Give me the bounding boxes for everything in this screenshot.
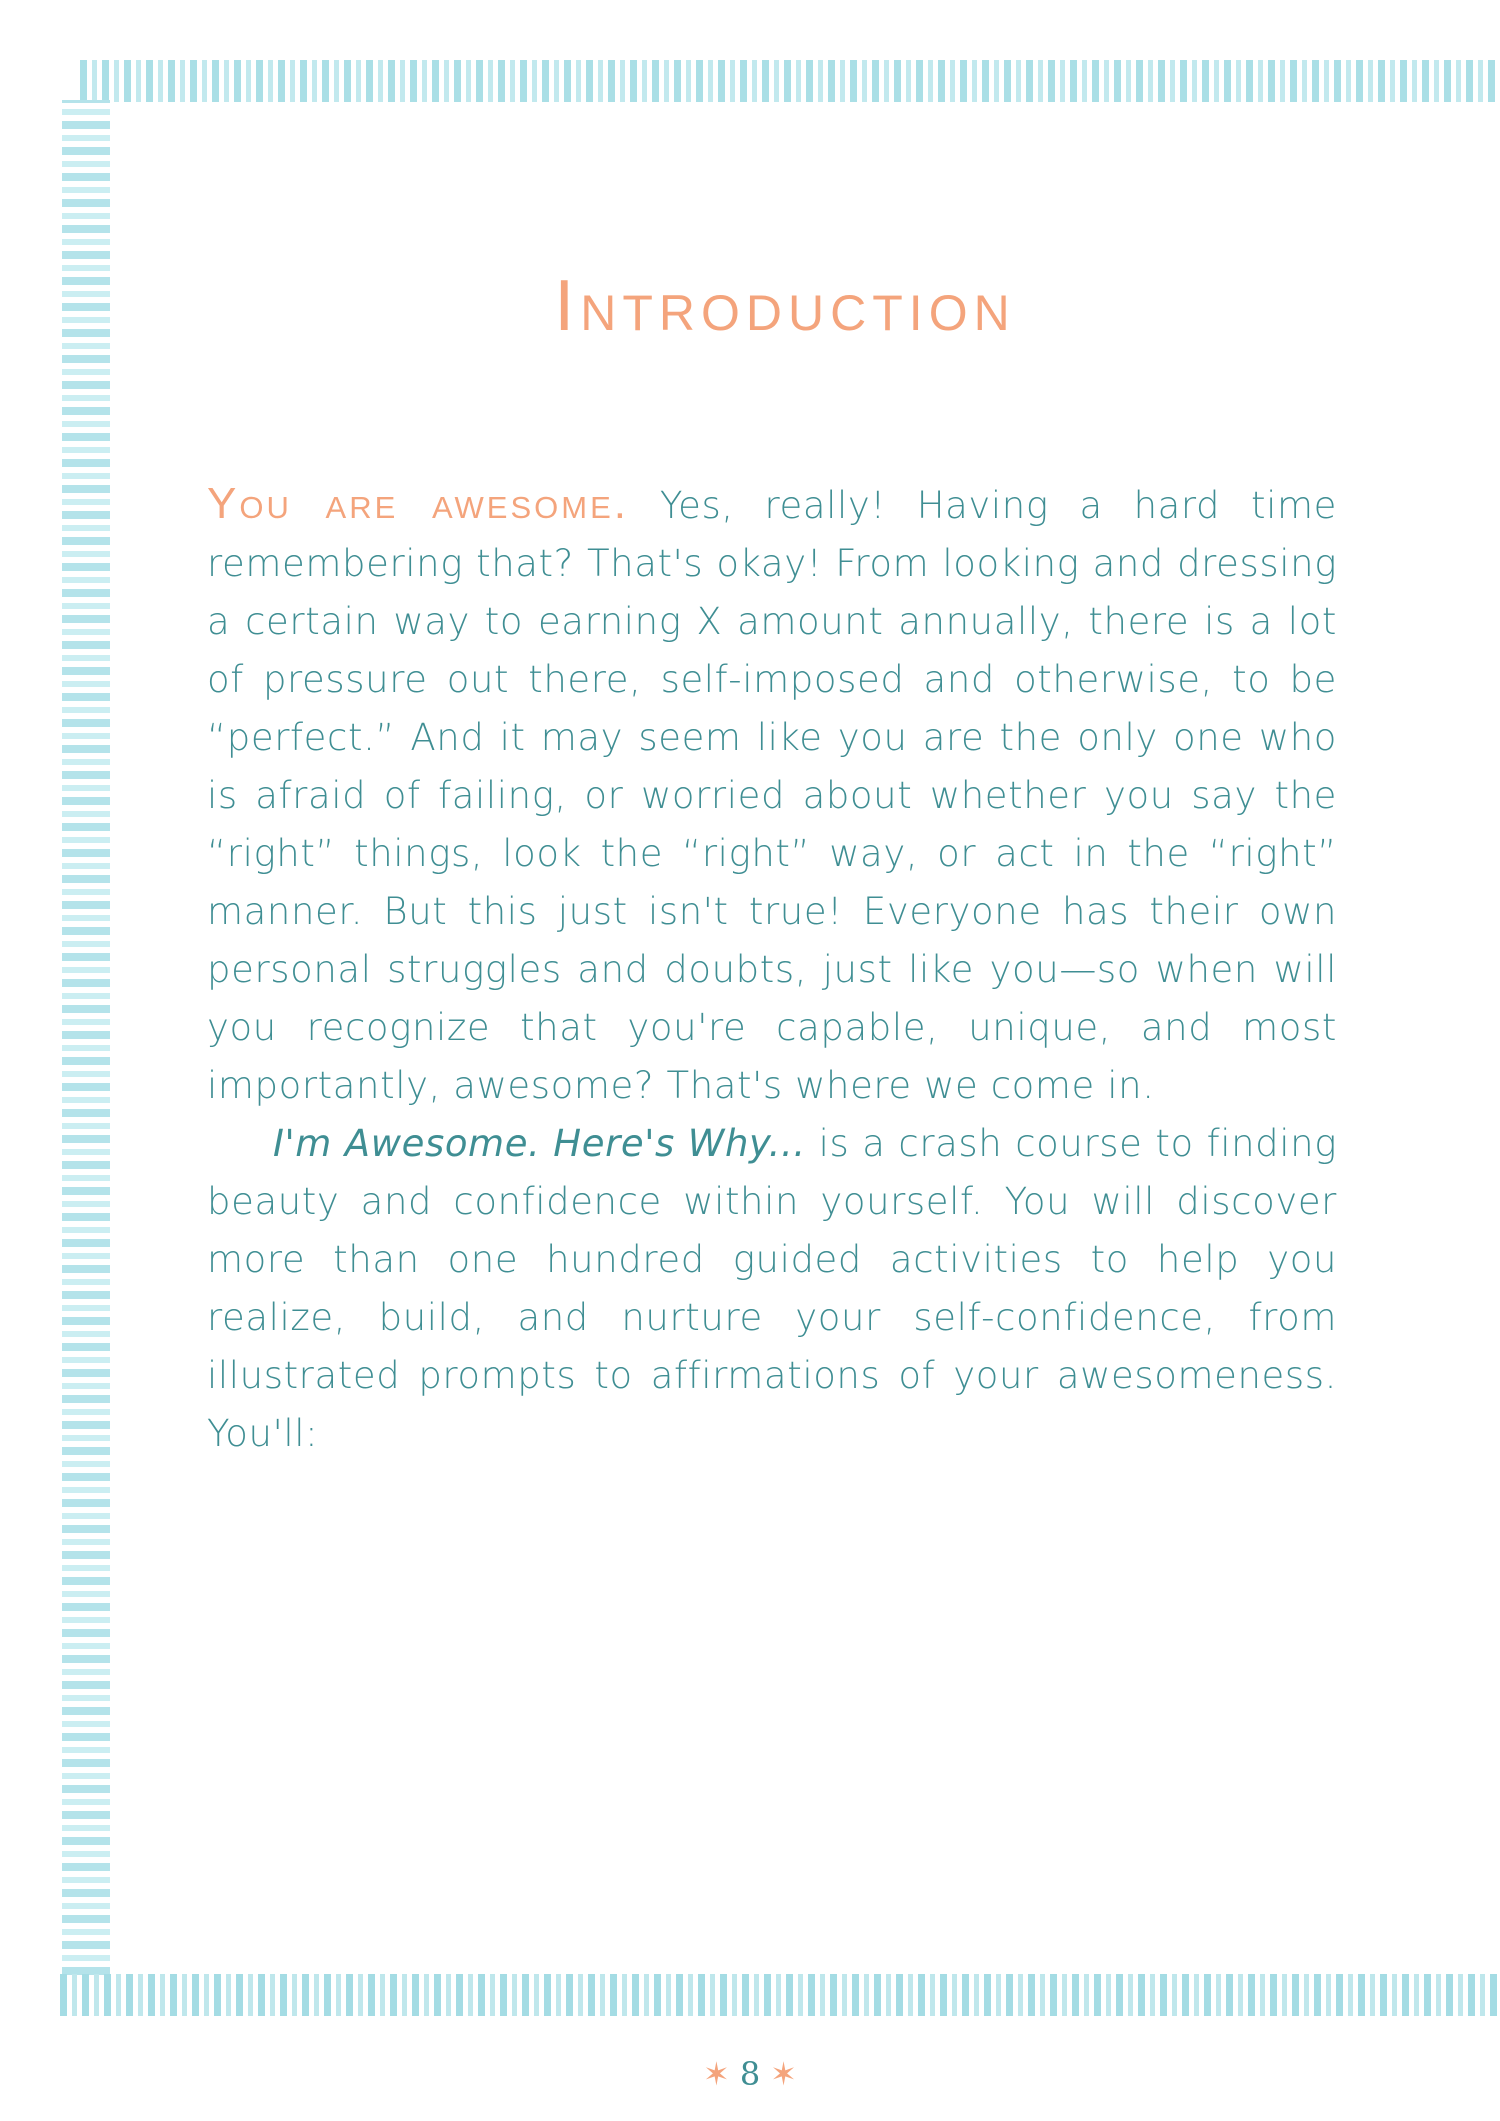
page-title: Introduction — [554, 266, 1016, 346]
decorative-border-top — [80, 60, 1500, 102]
lead-in: You are awesome. — [207, 479, 629, 528]
star-icon: ✶ — [770, 2055, 797, 2093]
paragraph-2-text: is a crash course to finding beauty and confidence within yourself. You will discover more than one hundred guided activities to help you realize, build, and nurture your self-confidence, from illustrated prompts to affirmations of your awesomeness. You'll: — [207, 1122, 1337, 1455]
page-number: 8 — [739, 2055, 761, 2093]
decorative-border-bottom — [60, 1974, 1500, 2016]
intro-paragraph-1 — [207, 475, 1337, 1115]
intro-paragraph-2 — [207, 1115, 1337, 1463]
decorative-border-left — [62, 100, 110, 1975]
paragraph-1-text: Yes, really! Having a hard time remembering that? That's okay! From looking and dressing a certain way to earning X amount annually, there is a lot of pressure out there, self-imposed and otherwise, to be “perfect.” And it may seem like you are the only one who is afraid of failing, or worried about whether you say the “right” things, look the “right” way, or act in the “right” manner. But this just isn't true! Everyone has their own personal struggles and doubts, just like you—so when will you recognize that you're capable, unique, and most importantly, awesome? That's where we come in. — [207, 484, 1337, 1107]
page-footer — [0, 2055, 1500, 2093]
intro-body — [207, 475, 1337, 1463]
book-title: I'm Awesome. Here's Why... — [273, 1122, 806, 1165]
star-icon: ✶ — [703, 2055, 730, 2093]
